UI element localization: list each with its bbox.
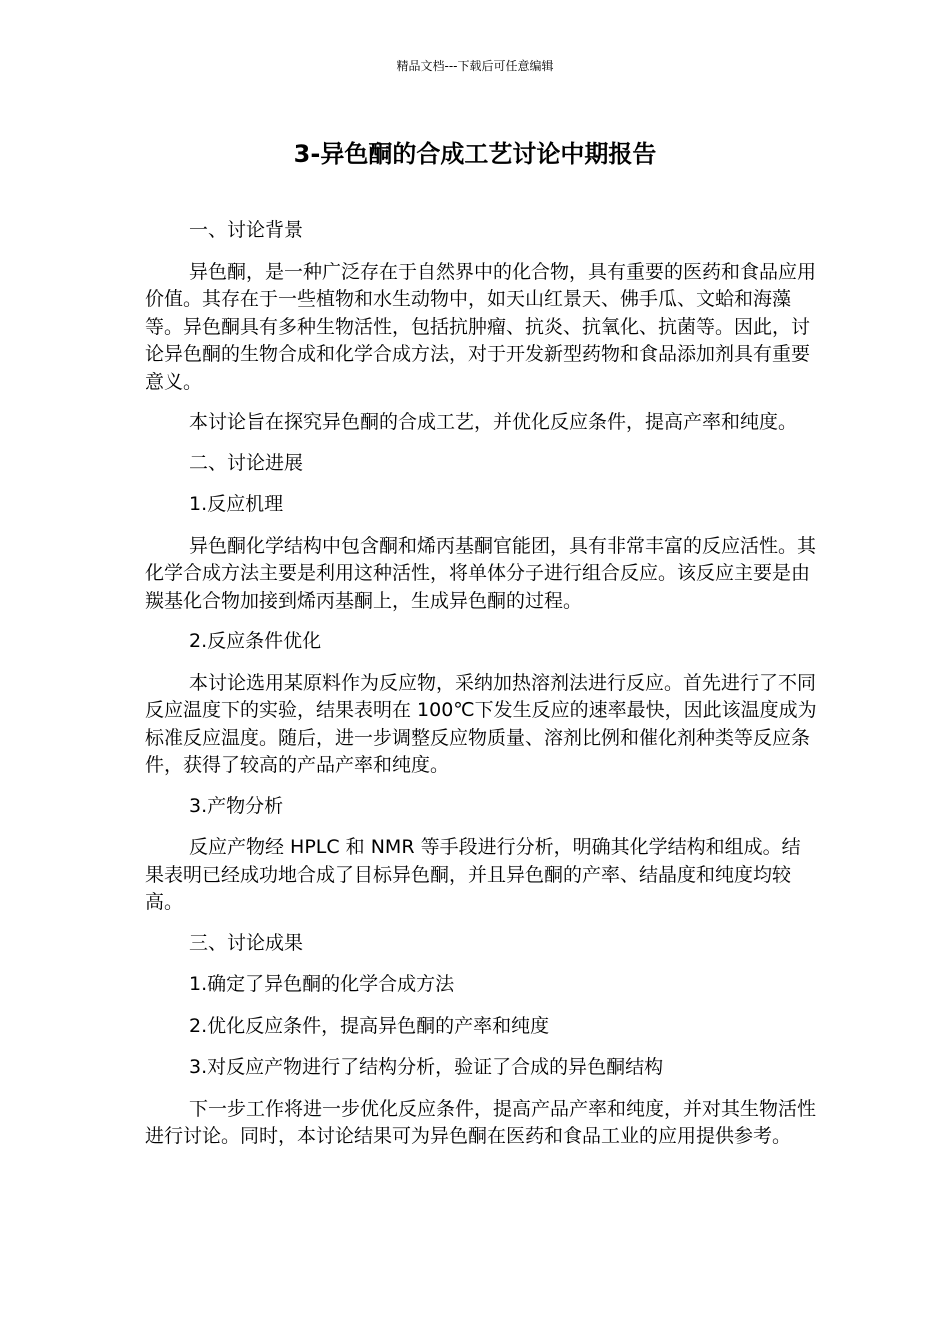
subheading-product-analysis: 3.产物分析 xyxy=(189,794,284,817)
section-heading-results: 三、讨论成果 xyxy=(189,931,304,954)
list-item-result-2: 2.优化反应条件，提高异色酮的产率和纯度 xyxy=(189,1014,550,1037)
list-item-result-1: 1.确定了异色酮的化学合成方法 xyxy=(189,973,455,995)
section-heading-progress: 二、讨论进展 xyxy=(189,451,304,474)
paragraph-optimization: 本讨论选用某原料作为反应物，采纳加热溶剂法进行反应。首先进行了不同反应温度下的实验，结果表明在 100℃下发生反应的速率最快，因此该温度成为标准反应温度。随后，进一步调整反应物质量、溶剂比例和催化剂种类等反应条件，获得了较高的产品产率和纯度。 xyxy=(145,671,817,776)
document-body xyxy=(145,217,817,1164)
paragraph-product-analysis: 反应产物经 HPLC 和 NMR 等手段进行分析，明确其化学结构和组成。结果表明已经成功地合成了目标异色酮，并且异色酮的产率、结晶度和纯度均较高。 xyxy=(145,836,801,913)
paragraph-background-intro: 异色酮，是一种广泛存在于自然界中的化合物，具有重要的医药和食品应用价值。其存在于一些植物和水生动物中，如天山红景天、佛手瓜、文蛤和海藻等。异色酮具有多种生物活性，包括抗肿瘤、抗炎、抗氧化、抗菌等。因此，讨论异色酮的生物合成和化学合成方法，对于开发新型药物和食品添加剂具有重要意义。 xyxy=(145,260,817,393)
document-title: 3-异色酮的合成工艺讨论中期报告 xyxy=(293,140,657,168)
section-heading-background: 一、讨论背景 xyxy=(189,219,304,241)
subheading-mechanism: 1.反应机理 xyxy=(189,493,284,515)
paragraph-background-aim: 本讨论旨在探究异色酮的合成工艺，并优化反应条件，提高产率和纯度。 xyxy=(189,411,798,433)
paragraph-mechanism: 异色酮化学结构中包含酮和烯丙基酮官能团，具有非常丰富的反应活性。其化学合成方法主要是利用这种活性，将单体分子进行组合反应。该反应主要是由羰基化合物加接到烯丙基酮上，生成异色酮的过程。 xyxy=(145,534,817,612)
header-note: 精品文档---下载后可任意编辑 xyxy=(396,59,554,73)
paragraph-next-steps: 下一步工作将进一步优化反应条件，提高产品产率和纯度，并对其生物活性进行讨论。同时，本讨论结果可为异色酮在医药和食品工业的应用提供参考。 xyxy=(145,1097,817,1147)
list-item-result-3: 3.对反应产物进行了结构分析，验证了合成的异色酮结构 xyxy=(189,1056,664,1078)
subheading-optimization: 2.反应条件优化 xyxy=(189,630,322,652)
